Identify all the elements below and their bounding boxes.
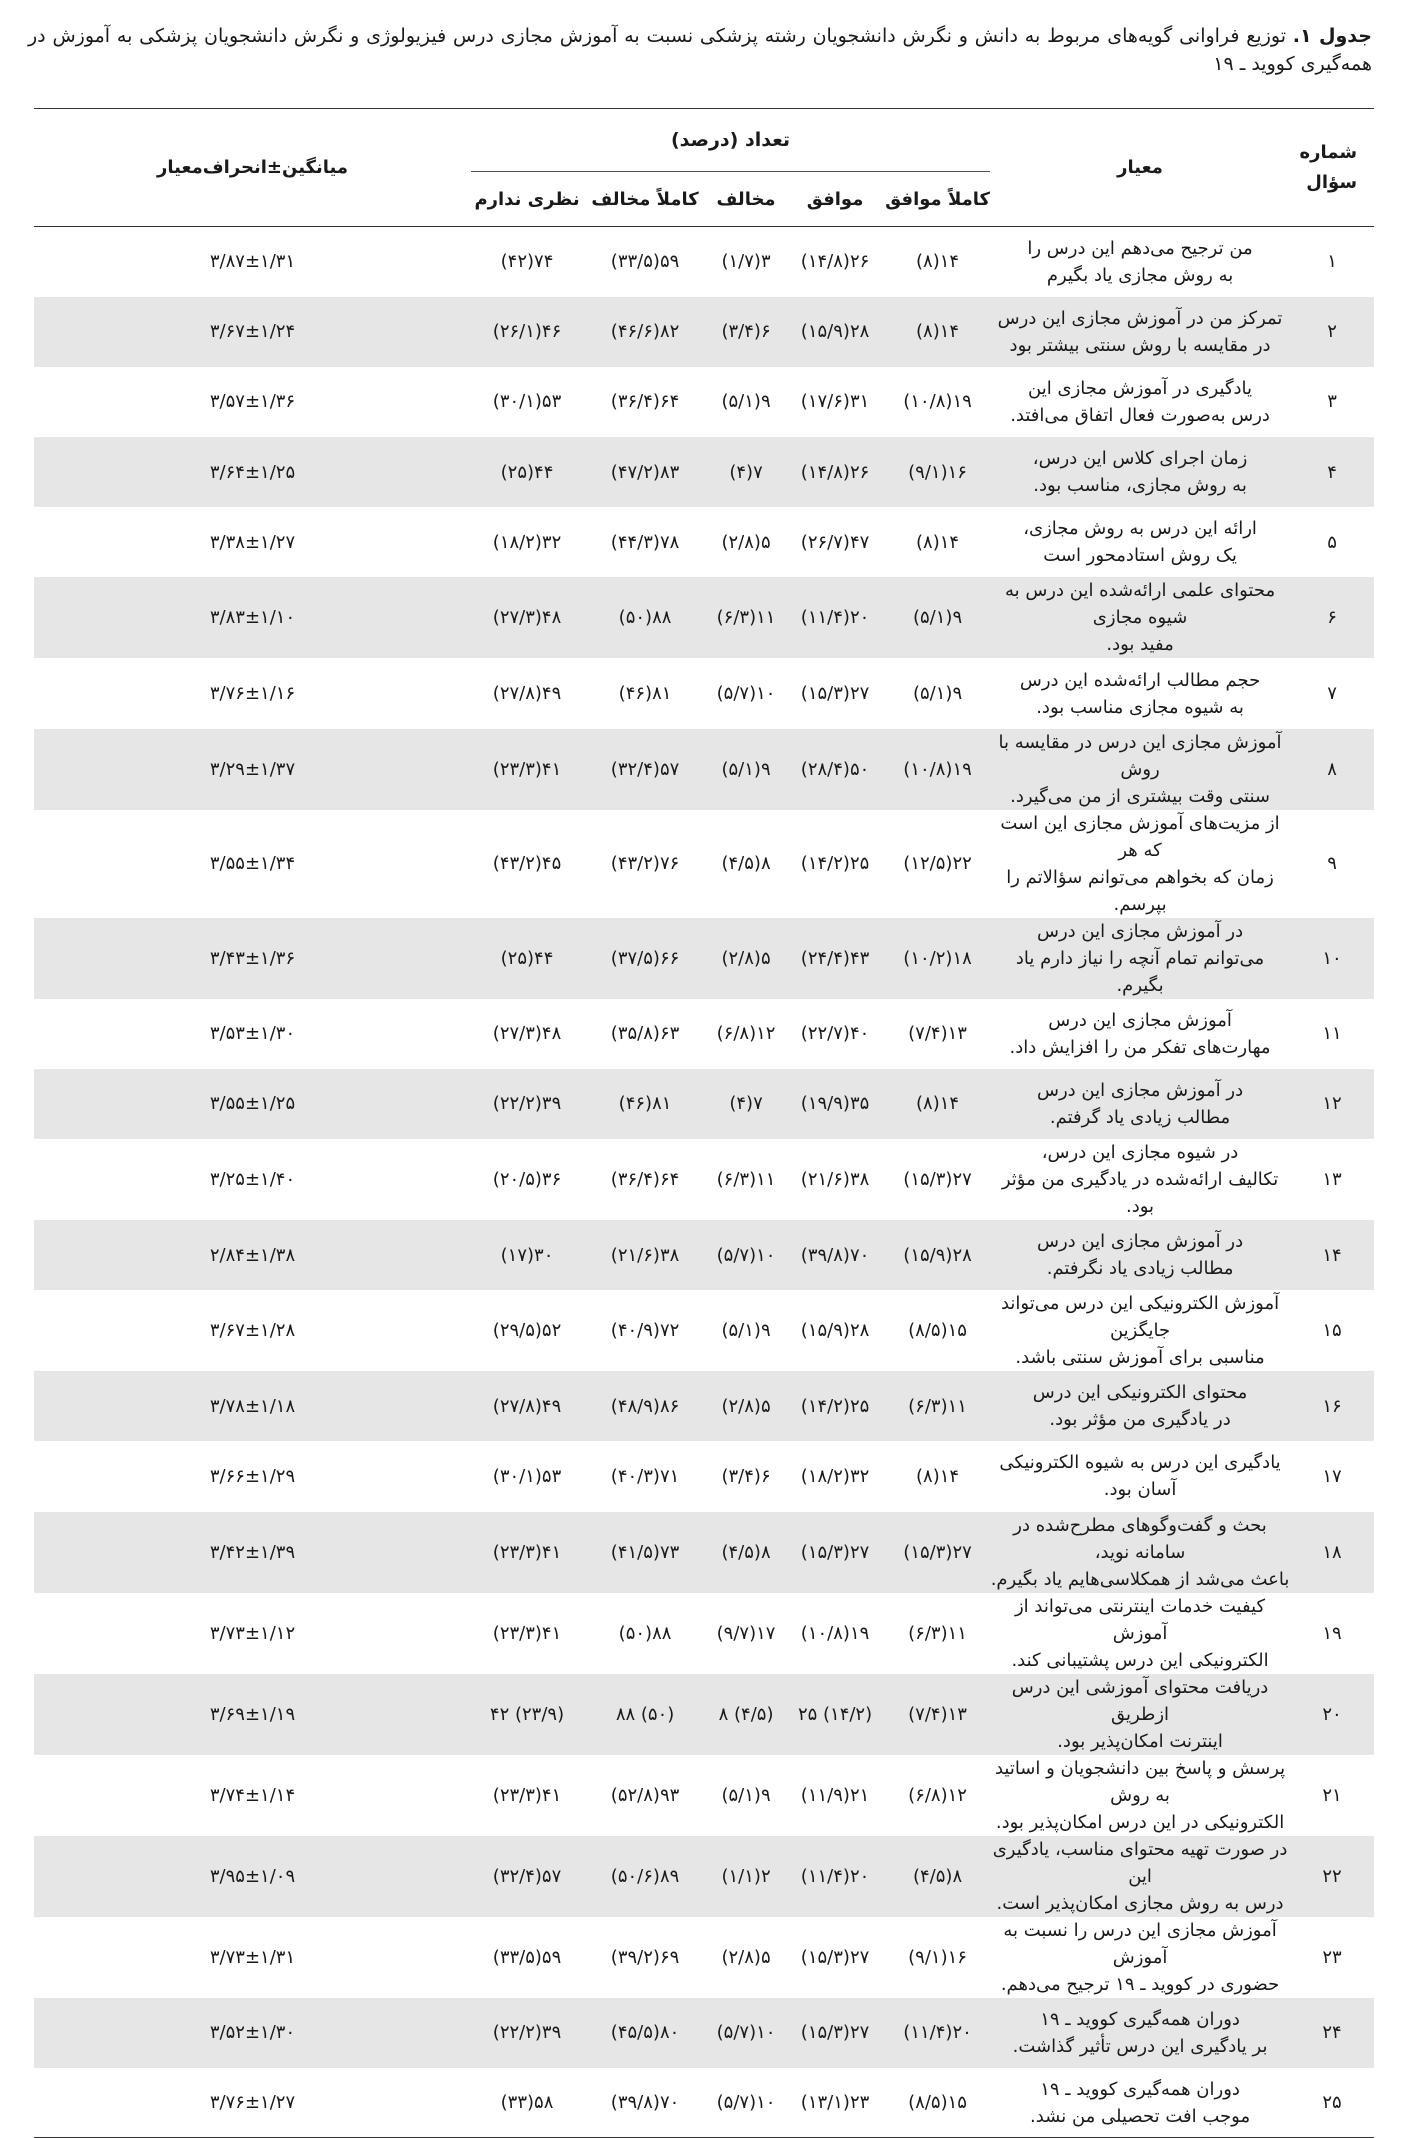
cell-no-opinion: ۴۶(۲۶/۱)	[492, 321, 562, 343]
cell-disagree: ۵(۲/۸)	[721, 1946, 771, 1968]
cell-disagree: ۵(۲/۸)	[721, 947, 771, 969]
criterion-line-2: مطالب زیادی یاد نگرفتم.	[1046, 1258, 1234, 1280]
cell-disagree: ۹(۵/۱)	[721, 391, 771, 413]
cell-strongly-agree: ۲۷(۱۵/۳)	[903, 1541, 972, 1563]
cell-mean-sd: ۳/۷۳±۱/۱۲	[209, 1622, 296, 1644]
criterion-line-2: مناسبی برای آموزش سنتی باشد.	[1015, 1347, 1265, 1369]
header-strongly-agree: کاملاً موافق	[885, 188, 990, 210]
cell-strongly-agree: ۲۲(۱۲/۵)	[903, 853, 972, 875]
cell-question-number: ۵	[1327, 531, 1337, 553]
cell-strongly-disagree: ۳۸(۲۱/۶)	[610, 1244, 680, 1266]
cell-question-number: ۱۹	[1322, 1622, 1342, 1644]
cell-mean-sd: ۳/۲۹±۱/۳۷	[209, 758, 296, 780]
cell-agree: ۳۲(۱۸/۲)	[800, 1465, 870, 1487]
cell-agree: ۲۷(۱۵/۳)	[800, 1541, 870, 1563]
cell-strongly-agree: ۹(۵/۱)	[912, 607, 963, 629]
table-row	[34, 999, 1374, 1069]
cell-disagree: ۳(۱/۷)	[721, 251, 771, 273]
cell-agree: ۳۸(۲۱/۶)	[800, 1169, 870, 1190]
cell-disagree: ۱۷(۹/۷)	[716, 1622, 776, 1644]
criterion-line-1: زمان اجرای کلاس این درس،	[1032, 448, 1248, 470]
cell-agree: ۳۵(۱۹/۹)	[800, 1093, 870, 1115]
cell-mean-sd: ۳/۹۵±۱/۰۹	[209, 1865, 296, 1887]
cell-strongly-agree: ۲۸(۱۵/۹)	[903, 1244, 972, 1266]
cell-agree: ۴۳(۲۴/۴)	[800, 947, 870, 969]
criterion-line-1: آموزش مجازی این درس در مقایسه با روش	[998, 731, 1282, 780]
table-row	[34, 367, 1374, 437]
criterion-line-1: محتوای الکترونیکی این درس	[1032, 1382, 1248, 1404]
cell-question-number: ۱۵	[1322, 1320, 1342, 1342]
cell-question-number: ۱۰	[1322, 947, 1342, 969]
cell-mean-sd: ۳/۵۳±۱/۳۰	[209, 1023, 296, 1045]
criterion-line-2: به شیوه مجازی مناسب بود.	[1036, 696, 1244, 718]
cell-strongly-disagree: ۶۴(۳۶/۴)	[610, 1169, 680, 1190]
criterion-line-2: زمان که بخواهم می‌توانم سؤالاتم را بپرسم.	[1006, 866, 1274, 915]
cell-question-number: ۱	[1327, 251, 1337, 273]
criterion-line-2: بر یادگیری این درس تأثیر گذاشت.	[1012, 2035, 1268, 2057]
cell-no-opinion: ۳۶(۲۰/۵)	[492, 1169, 562, 1190]
cell-criterion	[990, 1917, 1290, 1998]
cell-mean-sd: ۳/۴۲±۱/۳۹	[209, 1541, 296, 1563]
criterion-line-1: آموزش مجازی این درس	[1048, 1009, 1232, 1031]
cell-strongly-agree: ۱۶(۹/۱)	[908, 461, 967, 483]
cell-criterion	[990, 1512, 1290, 1593]
table-row	[34, 1371, 1374, 1441]
cell-question-number: ۹	[1327, 853, 1337, 875]
criterion-line-1: من ترجیح می‌دهم این درس را	[1027, 237, 1253, 259]
criterion-line-2: الکترونیکی این درس پشتیبانی کند.	[1011, 1649, 1269, 1671]
caption-label: جدول ۱.	[1292, 25, 1372, 47]
cell-strongly-agree: ۱۲(۶/۸)	[908, 1784, 967, 1806]
criterion-line-1: یادگیری در آموزش مجازی این	[1028, 377, 1253, 399]
cell-mean-sd: ۳/۷۸±۱/۱۸	[209, 1395, 296, 1417]
cell-agree: ۴۰(۲۲/۷)	[800, 1023, 870, 1045]
cell-question-number: ۱۸	[1322, 1541, 1342, 1563]
cell-question-number: ۸	[1327, 758, 1337, 780]
criterion-line-2: می‌توانم تمام آنچه را نیاز دارم یاد بگیرم.	[1015, 947, 1265, 996]
cell-agree: ۴۷(۲۶/۷)	[800, 531, 870, 553]
cell-mean-sd: ۳/۷۶±۱/۱۶	[209, 683, 296, 705]
criterion-line-2: اینترنت امکان‌پذیر بود.	[1057, 1730, 1223, 1752]
cell-disagree: ۵(۲/۸)	[721, 1395, 771, 1417]
cell-question-number: ۱۷	[1322, 1465, 1342, 1487]
cell-criterion	[990, 577, 1290, 658]
cell-disagree: ۲(۱/۱)	[721, 1865, 771, 1887]
cell-mean-sd: ۳/۶۷±۱/۲۸	[209, 1320, 296, 1342]
criterion-line-2: درس به روش مجازی امکان‌پذیر است.	[996, 1892, 1284, 1914]
cell-agree: ۲۸(۱۵/۹)	[800, 1320, 870, 1342]
cell-question-number: ۱۶	[1322, 1395, 1342, 1417]
cell-criterion	[990, 1836, 1290, 1917]
cell-strongly-agree: ۱۳(۷/۴)	[908, 1703, 967, 1725]
table-row	[34, 297, 1374, 367]
cell-agree: ۲۱(۱۱/۹)	[800, 1784, 870, 1806]
cell-disagree: (۴/۵) ۸	[718, 1703, 774, 1725]
cell-mean-sd: ۳/۴۳±۱/۳۶	[209, 947, 296, 969]
cell-strongly-disagree: ۸۸(۵۰)	[618, 1622, 672, 1644]
cell-no-opinion: ۳۰(۱۷)	[500, 1244, 554, 1266]
cell-strongly-disagree: (۵۰) ۸۸	[615, 1703, 675, 1725]
cell-no-opinion: ۴۴(۲۵)	[500, 461, 554, 483]
table-row	[34, 810, 1374, 918]
cell-strongly-agree: ۱۹(۱۰/۸)	[903, 391, 972, 413]
cell-mean-sd: ۲/۸۴±۱/۳۸	[209, 1244, 296, 1266]
cell-criterion	[990, 1674, 1290, 1755]
cell-strongly-disagree: ۷۳(۴۱/۵)	[610, 1541, 680, 1563]
criterion-line-2: تکالیف ارائه‌شده در یادگیری من مؤثر بود.	[1001, 1169, 1279, 1217]
cell-strongly-agree: ۲۰(۱۱/۴)	[903, 2022, 972, 2044]
cell-mean-sd: ۳/۵۲±۱/۳۰	[209, 2022, 296, 2044]
cell-question-number: ۶	[1327, 607, 1337, 629]
cell-agree: ۲۶(۱۴/۸)	[800, 251, 870, 273]
criterion-line-2: باعث می‌شد از همکلاسی‌هایم یاد بگیرم.	[990, 1568, 1290, 1590]
header-count-group: تعداد (درصد)	[471, 109, 990, 172]
cell-question-number: ۲۱	[1322, 1784, 1342, 1806]
table-row	[34, 1836, 1374, 1917]
table-row	[34, 918, 1374, 999]
cell-disagree: ۹(۵/۱)	[721, 1320, 771, 1342]
cell-strongly-agree: ۹(۵/۱)	[912, 683, 963, 705]
cell-strongly-disagree: ۸۹(۵۰/۶)	[610, 1865, 680, 1887]
criterion-line-1: حجم مطالب ارائه‌شده این درس	[1019, 669, 1261, 691]
criterion-line-2: حضوری در کووید ـ ۱۹ ترجیح می‌دهم.	[1000, 1973, 1280, 1995]
cell-no-opinion: ۴۱(۲۳/۳)	[492, 1784, 562, 1806]
cell-strongly-agree: ۱۴(۸)	[916, 1093, 960, 1115]
cell-no-opinion: ۴۹(۲۷/۸)	[492, 683, 562, 705]
table-row	[34, 2068, 1374, 2138]
cell-criterion	[990, 999, 1290, 1069]
cell-question-number: ۴	[1327, 461, 1337, 483]
data-table	[34, 108, 1374, 2138]
criterion-line-2: مفید بود.	[1106, 634, 1174, 656]
cell-mean-sd: ۳/۶۹±۱/۱۹	[209, 1703, 296, 1725]
cell-criterion	[990, 810, 1290, 918]
cell-criterion	[990, 1371, 1290, 1441]
criterion-line-1: آموزش الکترونیکی این درس می‌تواند جایگزین	[1000, 1293, 1280, 1342]
cell-strongly-agree: ۱۸(۱۰/۲)	[903, 947, 972, 969]
cell-criterion	[990, 658, 1290, 728]
cell-criterion	[990, 1069, 1290, 1139]
cell-criterion	[990, 1998, 1290, 2068]
cell-criterion	[990, 2068, 1290, 2138]
cell-strongly-disagree: ۷۲(۴۰/۹)	[610, 1320, 680, 1342]
table-row	[34, 1069, 1374, 1139]
criterion-line-1: محتوای علمی ارائه‌شده این درس به شیوه مجازی	[1004, 580, 1276, 629]
cell-strongly-disagree: ۷۶(۴۳/۲)	[610, 853, 680, 875]
cell-criterion	[990, 437, 1290, 507]
cell-agree: ۷۰(۳۹/۸)	[800, 1244, 870, 1266]
cell-no-opinion: ۴۱(۲۳/۳)	[492, 1541, 562, 1563]
cell-criterion	[990, 918, 1290, 999]
cell-strongly-agree: ۲۷(۱۵/۳)	[903, 1169, 972, 1190]
cell-agree: ۲۰(۱۱/۴)	[800, 607, 870, 629]
cell-strongly-disagree: ۸۰(۴۵/۵)	[610, 2022, 680, 2044]
cell-disagree: ۹(۵/۱)	[721, 1784, 771, 1806]
cell-agree: ۵۰(۲۸/۴)	[800, 758, 870, 780]
cell-agree: ۲۶(۱۴/۸)	[800, 461, 870, 483]
cell-strongly-disagree: ۷۸(۴۴/۳)	[610, 531, 680, 553]
cell-strongly-disagree: ۸۱(۴۶)	[618, 1093, 672, 1115]
cell-question-number: ۲۰	[1322, 1703, 1342, 1725]
cell-no-opinion: ۵۸(۳۳)	[471, 2068, 583, 2138]
cell-disagree: ۱۱(۶/۳)	[716, 1169, 776, 1190]
cell-agree: ۲۷(۱۵/۳)	[800, 2022, 870, 2044]
cell-strongly-disagree: ۶۹(۳۹/۲)	[610, 1946, 680, 1968]
cell-disagree: ۷(۴)	[729, 1093, 763, 1115]
criterion-line-1: بحث و گفت‌وگوهای مطرح‌شده در سامانه نوید،	[1013, 1514, 1267, 1563]
table-row	[34, 1512, 1374, 1593]
header-strongly-disagree: کاملاً مخالف	[591, 188, 699, 210]
cell-strongly-disagree: ۸۶(۴۸/۹)	[610, 1395, 680, 1417]
cell-strongly-disagree: ۸۱(۴۶)	[618, 683, 672, 705]
table-row	[34, 1917, 1374, 1998]
table-row	[34, 1441, 1374, 1511]
cell-mean-sd: ۳/۶۴±۱/۲۵	[209, 461, 296, 483]
cell-disagree: ۵(۲/۸)	[721, 531, 771, 553]
criterion-line-1: کیفیت خدمات اینترنتی می‌تواند از آموزش	[1014, 1595, 1266, 1644]
cell-strongly-agree: ۱۴(۸)	[916, 531, 960, 553]
cell-agree: ۱۹(۱۰/۸)	[800, 1622, 870, 1644]
cell-strongly-disagree: ۷۱(۴۰/۳)	[610, 1465, 680, 1487]
criterion-line-2: به روش مجازی، مناسب بود.	[1033, 475, 1247, 497]
table-row	[34, 1139, 1374, 1220]
cell-no-opinion: ۴۱(۲۳/۳)	[492, 1622, 562, 1644]
criterion-line-1: دریافت محتوای آموزشی این درس ازطریق	[1011, 1676, 1269, 1725]
header-question-number: شماره سؤال	[1299, 141, 1358, 193]
cell-mean-sd: ۳/۶۷±۱/۲۴	[209, 321, 296, 343]
cell-strongly-disagree: ۷۰(۳۹/۸)	[583, 2068, 707, 2138]
cell-criterion	[990, 297, 1290, 367]
criterion-line-1: پرسش و پاسخ بین دانشجویان و اساتید به روش	[994, 1757, 1286, 1806]
cell-disagree: ۶(۳/۴)	[721, 1465, 771, 1487]
cell-strongly-disagree: ۶۶(۳۷/۵)	[610, 947, 680, 969]
cell-mean-sd: ۳/۵۷±۱/۳۶	[209, 391, 296, 413]
cell-no-opinion: ۷۴(۴۲)	[500, 251, 554, 273]
cell-criterion	[990, 367, 1290, 437]
cell-criterion	[990, 507, 1290, 577]
table-row	[34, 1755, 1374, 1836]
header-mean-sd: میانگین±انحراف‌معیار	[156, 157, 349, 178]
cell-disagree: ۱۰(۵/۷)	[716, 2022, 776, 2044]
criterion-line-1: در صورت تهیه محتوای مناسب، یادگیری این	[992, 1838, 1288, 1887]
criterion-line-2: درس به‌صورت فعال اتفاق می‌افتد.	[1010, 404, 1270, 426]
criterion-line-1: یادگیری این درس به شیوه الکترونیکی آسان بود.	[999, 1452, 1281, 1501]
cell-criterion	[990, 1593, 1290, 1674]
criterion-line-1: دوران همه‌گیری کووید ـ ۱۹	[1040, 2008, 1240, 2030]
table-row	[34, 227, 1374, 297]
table-row	[34, 1290, 1374, 1371]
table-caption	[28, 22, 1372, 78]
cell-strongly-disagree: ۵۹(۳۳/۵)	[610, 251, 680, 273]
cell-agree: ۲۵(۱۴/۲)	[800, 853, 870, 875]
cell-agree: ۲۸(۱۵/۹)	[800, 321, 870, 343]
cell-agree: ۲۷(۱۵/۳)	[800, 683, 870, 705]
criterion-line-1: ارائه این درس به روش مجازی،	[1023, 518, 1257, 540]
header-no-opinion: نظری ندارم	[474, 188, 580, 210]
cell-strongly-disagree: ۸۲(۴۶/۶)	[610, 321, 680, 343]
table-row	[34, 1674, 1374, 1755]
cell-no-opinion: ۵۹(۳۳/۵)	[492, 1946, 562, 1968]
criterion-line-1: تمرکز من در آموزش مجازی این درس	[997, 307, 1283, 329]
cell-strongly-agree: ۱۹(۱۰/۸)	[903, 758, 972, 780]
cell-strongly-disagree: ۸۸(۵۰)	[618, 607, 672, 629]
criterion-line-1: در آموزش مجازی این درس	[1036, 920, 1244, 942]
cell-disagree: ۶(۳/۴)	[721, 321, 771, 343]
cell-no-opinion: ۴۱(۲۳/۳)	[492, 758, 562, 780]
cell-strongly-agree: ۱۱(۶/۳)	[908, 1395, 967, 1417]
cell-mean-sd: ۳/۵۵±۱/۳۴	[209, 853, 296, 875]
cell-no-opinion: ۵۷(۳۲/۴)	[492, 1865, 562, 1887]
cell-disagree: ۱۰(۵/۷)	[716, 683, 776, 705]
criterion-line-1: آموزش مجازی این درس را نسبت به آموزش	[1003, 1919, 1277, 1968]
cell-no-opinion: ۴۸(۲۷/۳)	[492, 607, 562, 629]
cell-strongly-agree: ۱۴(۸)	[916, 251, 960, 273]
header-agree: موافق	[806, 188, 864, 210]
cell-question-number: ۱۳	[1322, 1169, 1342, 1190]
table-row	[34, 729, 1374, 810]
cell-agree: ۲۰(۱۱/۴)	[800, 1865, 870, 1887]
table-row	[34, 658, 1374, 728]
cell-no-opinion: ۵۳(۳۰/۱)	[492, 1465, 562, 1487]
cell-question-number: ۲۳	[1322, 1946, 1342, 1968]
cell-no-opinion: (۲۳/۹) ۴۲	[489, 1703, 565, 1725]
cell-disagree: ۸(۴/۵)	[721, 853, 771, 875]
cell-disagree: ۷(۴)	[729, 461, 763, 483]
table-row	[34, 1998, 1374, 2068]
criterion-line-2: مطالب زیادی یاد گرفتم.	[1049, 1106, 1231, 1128]
cell-no-opinion: ۴۵(۴۳/۲)	[492, 853, 562, 875]
criterion-line-2: مهارت‌های تفکر من را افزایش داد.	[1009, 1036, 1271, 1058]
cell-strongly-agree: ۱۵(۸/۵)	[885, 2068, 990, 2138]
cell-strongly-agree: ۱۳(۷/۴)	[908, 1023, 967, 1045]
cell-criterion	[990, 1755, 1290, 1836]
cell-strongly-agree: ۸(۴/۵)	[912, 1865, 963, 1887]
cell-strongly-agree: ۱۵(۸/۵)	[908, 1320, 967, 1342]
cell-no-opinion: ۵۲(۲۹/۵)	[492, 1320, 562, 1342]
cell-mean-sd: ۳/۲۵±۱/۴۰	[209, 1169, 296, 1190]
cell-disagree: ۱۲(۶/۸)	[716, 1023, 776, 1045]
table-row	[34, 507, 1374, 577]
cell-criterion	[990, 1441, 1290, 1511]
cell-no-opinion: ۳۲(۱۸/۲)	[492, 531, 562, 553]
criterion-line-1: در آموزش مجازی این درس	[1036, 1079, 1244, 1101]
cell-mean-sd: ۳/۶۶±۱/۲۹	[209, 1465, 296, 1487]
table-body	[34, 227, 1374, 2138]
cell-no-opinion: ۳۹(۲۲/۲)	[492, 2022, 562, 2044]
cell-strongly-agree: ۱۶(۹/۱)	[908, 1946, 967, 1968]
cell-strongly-disagree: ۸۳(۴۷/۲)	[610, 461, 680, 483]
cell-question-number: ۱۲	[1322, 1093, 1342, 1115]
header-criterion: معیار	[1117, 157, 1163, 178]
cell-no-opinion: ۵۳(۳۰/۱)	[492, 391, 562, 413]
criterion-line-2: الکترونیکی در این درس امکان‌پذیر بود.	[995, 1811, 1285, 1833]
cell-strongly-agree: ۱۴(۸)	[916, 1465, 960, 1487]
cell-no-opinion: ۳۹(۲۲/۲)	[492, 1093, 562, 1115]
criterion-line-2: یک روش استادمحور است	[1043, 545, 1237, 567]
criterion-line-2: سنتی وقت بیشتری از من می‌گیرد.	[1010, 785, 1270, 807]
cell-agree: ۲۵(۱۴/۲)	[800, 1395, 870, 1417]
cell-criterion	[990, 1139, 1290, 1220]
criterion-line-1: در شیوه مجازی این درس،	[1041, 1142, 1239, 1163]
criterion-line-1: دوران همه‌گیری کووید ـ ۱۹	[1040, 2078, 1240, 2100]
table-header	[34, 109, 1374, 227]
criterion-line-2: موجب افت تحصیلی من نشد.	[1029, 2105, 1251, 2127]
cell-strongly-disagree: ۵۷(۳۲/۴)	[610, 758, 680, 780]
cell-mean-sd: ۳/۷۳±۱/۳۱	[209, 1946, 296, 1968]
criterion-line-2: به روش مجازی یاد بگیرم	[1046, 264, 1234, 286]
cell-question-number: ۲۴	[1322, 2022, 1342, 2044]
cell-mean-sd: ۳/۸۷±۱/۳۱	[209, 251, 296, 273]
cell-strongly-disagree: ۶۴(۳۶/۴)	[610, 391, 680, 413]
cell-agree: ۲۳(۱۳/۱)	[785, 2068, 885, 2138]
cell-agree: ۲۷(۱۵/۳)	[800, 1946, 870, 1968]
cell-disagree: ۱۰(۵/۷)	[716, 1244, 776, 1266]
cell-criterion	[990, 1220, 1290, 1290]
cell-question-number: ۲۵	[1290, 2068, 1374, 2138]
cell-disagree: ۱۰(۵/۷)	[707, 2068, 785, 2138]
table-row	[34, 437, 1374, 507]
cell-question-number: ۷	[1327, 683, 1337, 705]
cell-strongly-agree: ۱۴(۸)	[916, 321, 960, 343]
cell-mean-sd: ۳/۳۸±۱/۲۷	[209, 531, 296, 553]
cell-criterion	[990, 729, 1290, 810]
cell-mean-sd: ۳/۸۳±۱/۱۰	[209, 607, 296, 629]
table-row	[34, 1593, 1374, 1674]
criterion-line-1: از مزیت‌های آموزش مجازی این است که هر	[1000, 812, 1280, 861]
cell-mean-sd: ۳/۷۴±۱/۱۴	[209, 1784, 296, 1806]
cell-strongly-disagree: ۶۳(۳۵/۸)	[610, 1023, 680, 1045]
cell-criterion	[990, 1290, 1290, 1371]
criterion-line-2: در یادگیری من مؤثر بود.	[1049, 1409, 1231, 1431]
cell-strongly-agree: ۱۱(۶/۳)	[908, 1622, 967, 1644]
cell-strongly-disagree: ۹۳(۵۲/۸)	[610, 1784, 680, 1806]
cell-criterion	[990, 227, 1290, 297]
cell-question-number: ۲	[1327, 321, 1337, 343]
criterion-line-1: در آموزش مجازی این درس	[1036, 1231, 1244, 1253]
table-row	[34, 577, 1374, 658]
caption-text: توزیع فراوانی گویه‌های مربوط به دانش و نگرش دانشجویان رشته پزشکی نسبت به آموزش مجازی درس فیزیولوژی و نگرش دانشجویان پزشکی به آموزش در همه‌گیری کووید ـ ۱۹	[28, 25, 1372, 75]
cell-question-number: ۱۴	[1322, 1244, 1342, 1266]
cell-disagree: ۱۱(۶/۳)	[716, 607, 776, 629]
cell-mean-sd: ۳/۷۶±۱/۲۷	[34, 2068, 471, 2138]
cell-question-number: ۲۲	[1322, 1865, 1342, 1887]
cell-no-opinion: ۴۹(۲۷/۸)	[492, 1395, 562, 1417]
cell-agree: (۱۴/۲) ۲۵	[797, 1703, 873, 1725]
criterion-line-2: در مقایسه با روش سنتی بیشتر بود	[1009, 334, 1271, 356]
cell-no-opinion: ۴۴(۲۵)	[500, 947, 554, 969]
cell-disagree: ۹(۵/۱)	[721, 758, 771, 780]
table-row	[34, 1220, 1374, 1290]
cell-mean-sd: ۳/۵۵±۱/۲۵	[209, 1093, 296, 1115]
cell-question-number: ۱۱	[1322, 1023, 1342, 1045]
cell-agree: ۳۱(۱۷/۶)	[800, 391, 870, 413]
cell-no-opinion: ۴۸(۲۷/۳)	[492, 1023, 562, 1045]
header-disagree: مخالف	[716, 188, 776, 210]
cell-question-number: ۳	[1327, 391, 1337, 413]
cell-disagree: ۸(۴/۵)	[721, 1541, 771, 1563]
